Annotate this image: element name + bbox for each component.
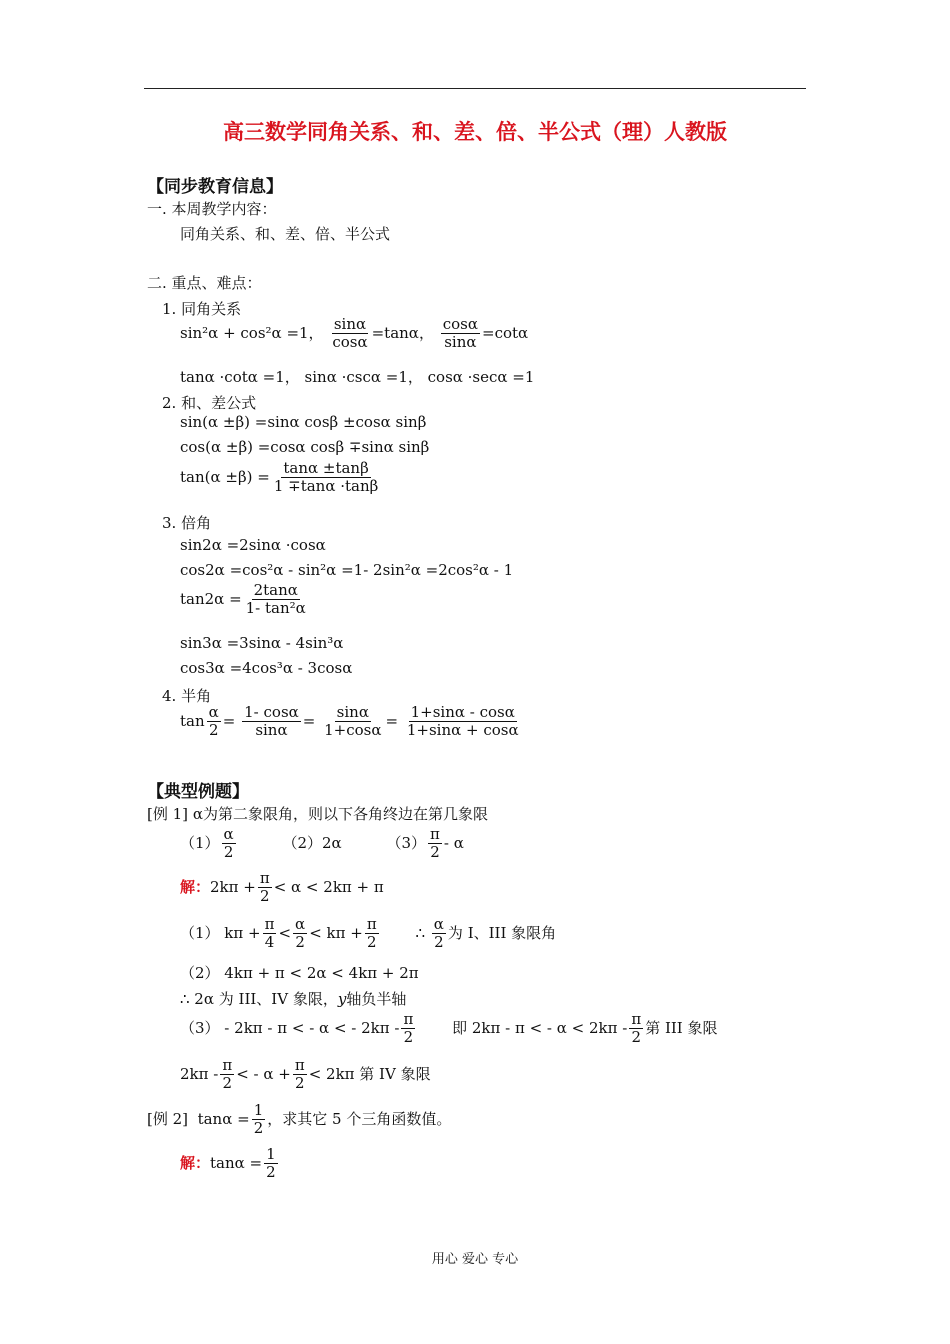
fraction: $\frac{\tan\alpha \pm\tan\beta}{1 \mp\tan\alpha \cdot\tan\beta}$	[273, 459, 379, 496]
fraction: $\frac{\pi}{4}$	[264, 915, 275, 952]
formula-half-tan: tan $\frac{\alpha}{2}$ = $\frac{1- \cos\alpha}{\sin\alpha}$ = $\frac{\sin\alpha}{1+\cos\alpha}$ = $\frac{1+\sin\alpha - \cos\alpha}{1+\sin\alpha + \cos\alpha}$	[180, 703, 519, 740]
fraction: $\frac{\sin\alpha}{1+\cos\alpha}$	[324, 703, 382, 740]
formula-double-tan: tan2α = $\frac{2\tan\alpha}{\text{1- tan²α}}$	[180, 581, 306, 618]
solution-1-step-1: （1） kπ + $\frac{\pi}{4}$ < $\frac{\alpha}{2}$ < kπ + $\frac{\pi}{2}$ ∴ $\frac{\alpha}{2}$ 为 I、III 象限角	[180, 915, 557, 952]
section-2-label: 二. 重点、难点：	[147, 274, 262, 292]
section-1-label: 一. 本周教学内容：	[147, 200, 277, 218]
fraction: $\frac{1- \cos\alpha}{\sin\alpha}$	[244, 703, 299, 740]
fraction: $\frac{\pi}{2}$	[294, 1056, 305, 1093]
header-rule	[144, 88, 806, 89]
point-4-label: 4. 半角	[162, 687, 212, 705]
section-1-body: 同角关系、和、差、倍、半公式	[180, 225, 391, 243]
examples-header: 【典型例题】	[147, 782, 249, 802]
fraction: $\frac{\alpha}{2}$	[433, 915, 444, 952]
fraction: $\frac{\pi}{2}$	[403, 1010, 414, 1047]
formula-sum-sin: sin(α ±β) =sinα cosβ ±cosα sinβ	[180, 413, 427, 431]
fraction: $\frac{\alpha}{2}$	[223, 825, 234, 862]
fraction: $\frac{1}{2}$	[266, 1145, 276, 1182]
formula-double-sin: sin2α =2sinα ·cosα	[180, 536, 326, 554]
formula-sum-cos: cos(α ±β) =cosα cosβ ∓sinα sinβ	[180, 438, 430, 456]
example-2: [例 2] tanα = $\frac{1}{2}$ ，求其它 5 个三角函数值。	[147, 1101, 452, 1138]
solution-2: 解：tanα = $\frac{1}{2}$	[180, 1145, 276, 1182]
solution-1-step-2: （2） 4kπ + π < 2α < 4kπ + 2π	[180, 964, 419, 982]
sync-header: 【同步教育信息】	[147, 177, 283, 197]
formula-sum-tan: tan(α ±β) = $\frac{\tan\alpha \pm\tan\beta}{1 \mp\tan\alpha \cdot\tan\beta}$	[180, 459, 379, 496]
fraction: $\frac{\pi}{2}$	[259, 869, 270, 906]
example-1: [例 1] α为第二象限角，则以下各角终边在第几象限	[147, 805, 488, 823]
formula-triple-sin: sin3α =3sinα - 4sin³α	[180, 634, 344, 652]
page-footer: 用心 爱心 专心	[431, 1252, 519, 1267]
fraction: $\frac{\pi}{2}$	[430, 825, 440, 862]
fraction: $\frac{\sin\alpha}{\cos\alpha}$	[332, 315, 368, 352]
formula-identity-2: tanα ·cotα =1， sinα ·cscα =1， cosα ·secα =1	[180, 368, 535, 386]
solution-1-step-0: 解：2kπ + $\frac{\pi}{2}$ < α < 2kπ + π	[180, 869, 384, 906]
solution-1-step-4: 2kπ - $\frac{\pi}{2}$ < - α + $\frac{\pi}{2}$ < 2kπ 第 IV 象限	[180, 1056, 431, 1093]
point-2-label: 2. 和、差公式	[162, 394, 257, 412]
fraction: $\frac{1+\sin\alpha - \cos\alpha}{1+\sin\alpha + \cos\alpha}$	[406, 703, 519, 740]
fraction: $\frac{\pi}{2}$	[366, 915, 377, 952]
formula-triple-cos: cos3α =4cos³α - 3cosα	[180, 659, 353, 677]
solution-1-step-3: （3） - 2kπ - π < - α < - 2kπ - $\frac{\pi}{2}$ 即 2kπ - π < - α < 2kπ - $\frac{\pi}{2}$ 第 III 象限	[180, 1010, 718, 1047]
fraction: $\frac{1}{2}$	[253, 1101, 264, 1138]
point-3-label: 3. 倍角	[162, 514, 212, 532]
example-1-options: （1） $\frac{\alpha}{2}$ （2）2α （3） $\frac{\pi}{2}$ - α	[180, 825, 464, 862]
fraction: $\frac{\pi}{2}$	[631, 1010, 642, 1047]
fraction: $\frac{\alpha}{2}$	[295, 915, 306, 952]
formula-identity-1: sin²α + cos²α =1， $\frac{\sin\alpha}{\cos\alpha}$ =tanα， $\frac{\cos\alpha}{\sin\alpha}$ =cotα	[180, 315, 529, 352]
fraction: $\frac{\cos\alpha}{\sin\alpha}$	[442, 315, 478, 352]
formula-double-cos: cos2α =cos²α - sin²α =1- 2sin²α =2cos²α - 1	[180, 561, 514, 579]
solution-1-step-2b: ∴ 2α 为 III、IV 象限，y轴负半轴	[180, 990, 407, 1008]
fraction: $\frac{2\tan\alpha}{\text{1- tan²α}}$	[245, 581, 306, 618]
point-1-label: 1. 同角关系	[162, 300, 242, 318]
fraction: $\frac{\pi}{2}$	[222, 1056, 233, 1093]
page-title: 高三数学同角关系、和、差、倍、半公式（理）人教版	[223, 119, 727, 144]
fraction: $\frac{\alpha}{2}$	[208, 703, 219, 740]
